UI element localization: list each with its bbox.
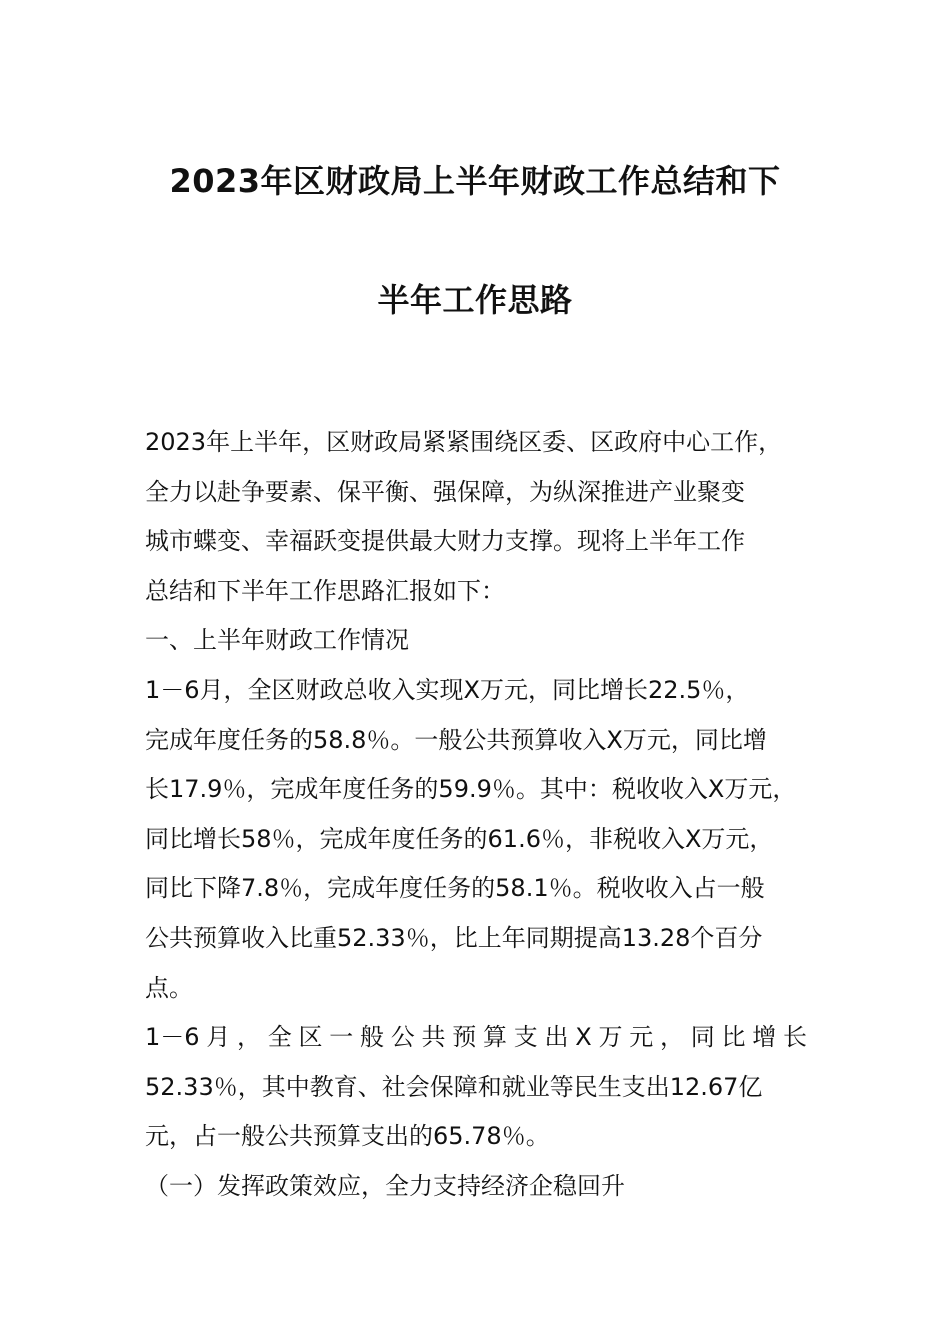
body-line: 完成年度任务的58.8％。一般公共预算收入X万元，同比增 xyxy=(145,725,767,754)
body-line: 全力以赴争要素、保平衡、强保障，为纵深推进产业聚变 xyxy=(145,477,745,506)
body-line: 点。 xyxy=(145,973,193,1002)
subsection-heading: （一）发挥政策效应，全力支持经济企稳回升 xyxy=(145,1171,625,1200)
body-line: 1－6月，全区财政总收入实现X万元，同比增长22.5％， xyxy=(145,675,750,704)
section-heading: 一、上半年财政工作情况 xyxy=(145,626,409,655)
body-line: 同比增长58％，完成年度任务的61.6％，非税收入X万元， xyxy=(145,824,774,853)
document-title-line-2: 半年工作思路 xyxy=(377,281,573,319)
document-body xyxy=(145,418,845,1212)
body-line: 长17.9％，完成年度任务的59.9％。其中：税收收入X万元， xyxy=(145,775,797,804)
document-title-line-1: 2023年区财政局上半年财政工作总结和下 xyxy=(169,162,781,200)
body-line: 1－6月，全区一般公共预算支出X万元，同比增长 xyxy=(145,1023,807,1052)
body-line: 同比下降7.8％，完成年度任务的58.1％。税收收入占一般 xyxy=(145,874,765,903)
body-line: 2023年上半年，区财政局紧紧围绕区委、区政府中心工作， xyxy=(145,428,783,456)
body-line: 元，占一般公共预算支出的65.78％。 xyxy=(145,1122,550,1151)
body-line: 总结和下半年工作思路汇报如下： xyxy=(145,576,505,605)
body-line: 公共预算收入比重52.33％，比上年同期提高13.28个百分 xyxy=(145,923,763,952)
body-line: 城市蝶变、幸福跃变提供最大财力支撑。现将上半年工作 xyxy=(145,527,745,556)
body-line: 52.33％，其中教育、社会保障和就业等民生支出12.67亿 xyxy=(145,1072,763,1101)
